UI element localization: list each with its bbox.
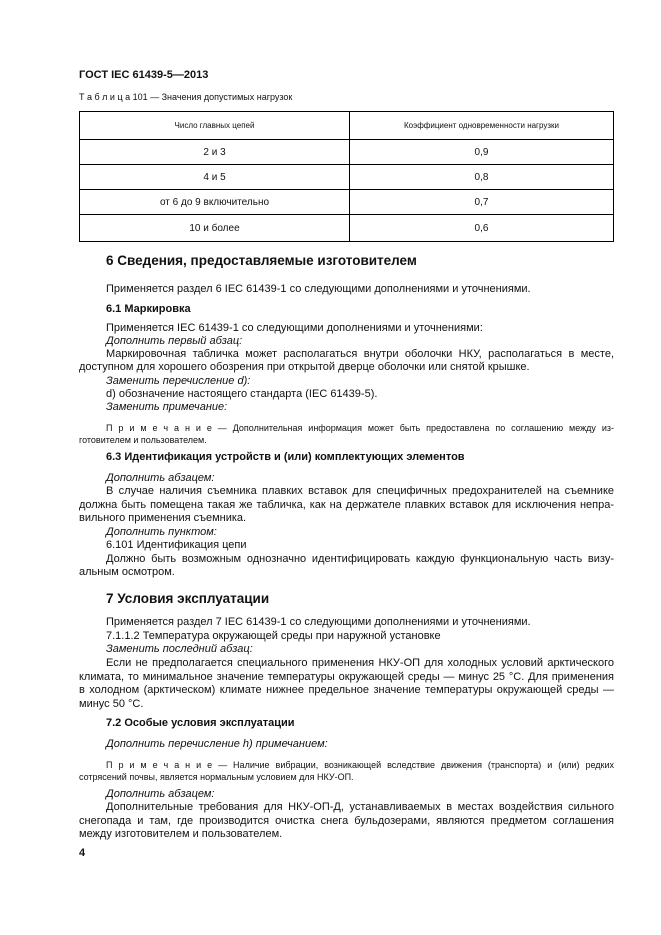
text-line: климата, то минимальное значение температуры окружающей среды — минус 25 °С. Для применения [79, 671, 614, 683]
page-number: 4 [79, 847, 86, 859]
table-cell: 4 и 5 [80, 165, 350, 190]
instruction-line: Дополнить первый абзац: [106, 335, 243, 347]
table-row [80, 165, 614, 190]
table-row [80, 215, 614, 242]
table-cell: 10 и более [80, 215, 350, 242]
section-6-1-heading: 6.1 Маркировка [106, 303, 191, 315]
table-header-row [80, 112, 614, 140]
text-line: минус 50 °С. [79, 698, 144, 710]
text-line: Дополнительные требования для НКУ-ОП-Д, устанавливаемых в местах воздействия сильного [106, 801, 614, 813]
text-line: вильного применения съемника. [79, 512, 247, 524]
section-7-heading: 7 Условия эксплуатации [106, 591, 270, 606]
table-caption: Т а б л и ц а 101 — Значения допустимых нагрузок [79, 92, 293, 102]
text-line: в холодном (арктическом) климате нижнее предельное значение температуры окружающей среды — [79, 684, 614, 696]
note-line: П р и м е ч а н и е — Дополнительная информация может быть предоставлена по соглашению между из- [106, 423, 614, 433]
text-line: между изготовителем и пользователем. [79, 828, 283, 840]
text-line: Применяется раздел 7 IEC 61439-1 со следующими дополнениями и уточнениями. [106, 616, 531, 628]
text-line: Маркировочная табличка может располагаться внутри оболочки НКУ, располагаться в месте, [106, 348, 614, 360]
instruction-line: Дополнить пунктом: [106, 526, 217, 538]
table-row [80, 140, 614, 165]
document-header: ГОСТ IEC 61439-5—2013 [79, 69, 209, 81]
load-table [79, 111, 614, 242]
table-cell: 2 и 3 [80, 140, 350, 165]
instruction-line: Заменить перечисление d): [106, 375, 251, 387]
instruction-line: Заменить примечание: [106, 401, 228, 413]
section-7-2-heading: 7.2 Особые условия эксплуатации [106, 717, 295, 729]
instruction-line: Дополнить абзацем: [106, 472, 215, 484]
table-cell: 0,7 [350, 190, 614, 215]
column-header: Число главных цепей [80, 112, 350, 140]
section-6-heading: 6 Сведения, предоставляемые изготовителем [106, 253, 417, 268]
section-6-3-heading: 6.3 Идентификация устройств и (или) комплектующих элементов [106, 451, 465, 463]
text-line: альным осмотром. [79, 566, 175, 578]
text-line: должна быть помещена такая же табличка, как на держателе плавких вставок для исключения непра- [79, 499, 614, 511]
note-line: сотрясений почвы, является нормальным условием для НКУ-ОП. [79, 772, 354, 782]
paragraph: Применяется раздел 6 IEC 61439-1 со следующими дополнениями и уточнениями. [106, 283, 531, 295]
text-line: d) обозначение настоящего стандарта (IEC 61439-5). [106, 388, 378, 400]
text-line: снегопада и там, где производится очистка снега бульдозерами, являются предметом соглашения [79, 815, 614, 827]
text-line: 6.101 Идентификация цепи [106, 539, 247, 551]
note-line: готовителем и пользователем. [79, 435, 207, 445]
table-cell: от 6 до 9 включительно [80, 190, 350, 215]
note-line: П р и м е ч а н и е — Наличие вибрации, возникающей вследствие движения (транспорта) и (или) редких [106, 760, 614, 770]
text-line: 7.1.1.2 Температура окружающей среды при наружной установке [106, 630, 441, 642]
text-line: Должно быть возможным однозначно идентифицировать каждую функциональную часть визу- [106, 553, 614, 565]
text-line: В случае наличия съемника плавких вставок для специфичных предохранителей на съемнике [106, 485, 614, 497]
table-cell: 0,8 [350, 165, 614, 190]
instruction-line: Дополнить абзацем: [106, 788, 215, 800]
instruction-line: Дополнить перечисление h) примечанием: [106, 738, 328, 750]
column-header: Коэффициент одновременности нагрузки [350, 112, 614, 140]
table-cell: 0,6 [350, 215, 614, 242]
text-line: доступном для хорошего обозрения при открытой дверце оболочки или снятой крышке. [79, 361, 530, 373]
table-cell: 0,9 [350, 140, 614, 165]
table-row [80, 190, 614, 215]
text-line: Если не предполагается специального применения НКУ-ОП для холодных условий арктического [106, 657, 614, 669]
text-line: Применяется IEC 61439-1 со следующими дополнениями и уточнениями: [106, 322, 483, 334]
instruction-line: Заменить последний абзац: [106, 643, 253, 655]
